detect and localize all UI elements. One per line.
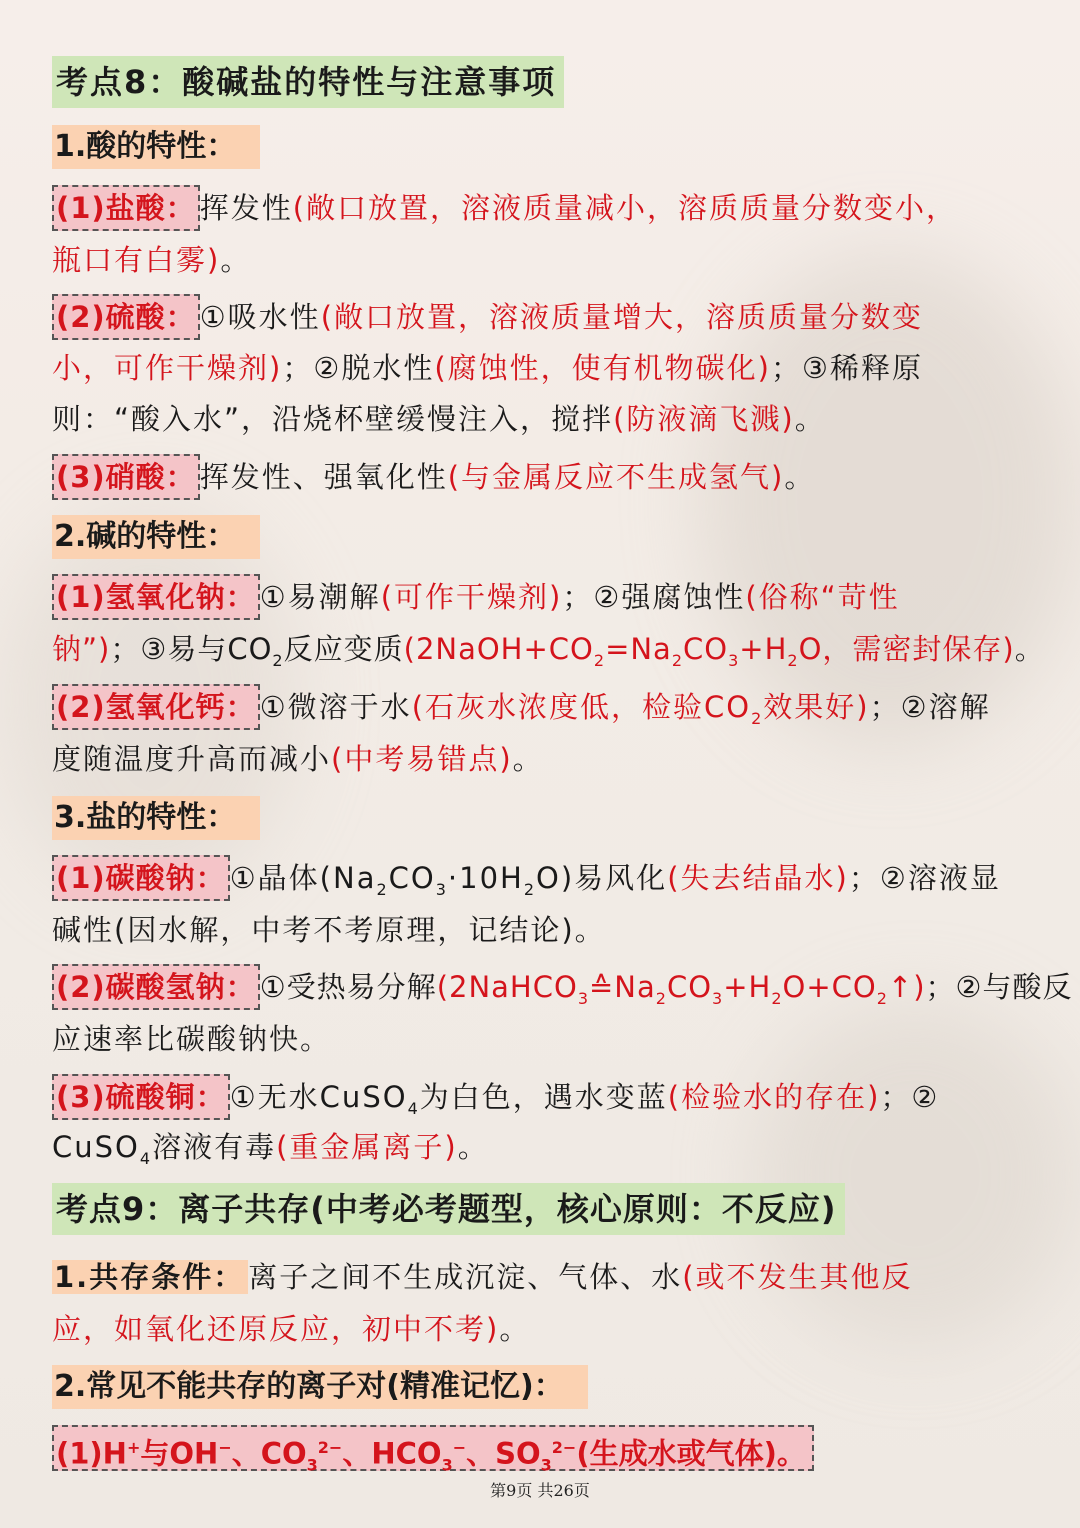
tag-na2co3: (1)碳酸钠： — [52, 855, 230, 901]
acid-hcl: (1)盐酸： 挥发性(敞口放置，溶液质量减小，溶质质量分数变小， — [52, 183, 1037, 233]
salt-nahco3-cont: 应速率比碳酸钠快。 — [52, 1022, 332, 1056]
tag-h2so4: (2)硫酸： — [52, 294, 200, 340]
salt-cuso4-cont: CuSO$_4$溶液有毒(重金属离子)。 — [52, 1130, 489, 1168]
tag-hno3: (3)硝酸： — [52, 454, 200, 500]
tag-nahco3: (2)碳酸氢钠： — [52, 964, 260, 1010]
base-naoh-cont: 钠”)；③易与$CO_2$反应变质($2NaOH+CO_2=Na_2CO_3+H_2O$，需密封保存)。 — [52, 632, 1045, 670]
salt-cuso4: (3)硫酸铜： ①无水CuSO$_4$为白色，遇水变蓝(检验水的存在)；② — [52, 1072, 1037, 1134]
subheading-ion-pairs: 2.常见不能共存的离子对(精准记忆)： — [52, 1365, 588, 1409]
section-heading-8: 考点8：酸碱盐的特性与注意事项 — [52, 56, 564, 108]
acid-h2so4-cont1: 小，可作干燥剂)；②脱水性(腐蚀性，使有机物碳化)；③稀释原 — [52, 351, 923, 385]
section-heading-9: 考点9：离子共存(中考必考题型，核心原则：不反应) — [52, 1183, 845, 1235]
subheading-salt: 3.盐的特性： — [52, 796, 260, 840]
tag-cuso4: (3)硫酸铜： — [52, 1074, 230, 1120]
salt-nahco3: (2)碳酸氢钠： ①受热易分解$(2NaHCO_3≙Na_2CO_3+H_2O+CO_2↑)$；②与酸反 — [52, 962, 1037, 1024]
coexist-condition-cont: 应，如氧化还原反应，初中不考)。 — [52, 1312, 531, 1346]
salt-na2co3-cont: 碱性(因水解，中考不考原理，记结论)。 — [52, 913, 606, 947]
base-caoh2: (2)氢氧化钙： ①微溶于水(石灰水浓度低，检验$CO_2$效果好)；②溶解 — [52, 682, 1037, 744]
tag-caoh2: (2)氢氧化钙： — [52, 684, 260, 730]
subheading-acid: 1.酸的特性： — [52, 125, 260, 169]
base-caoh2-cont: 度随温度升高而减小(中考易错点)。 — [52, 742, 544, 776]
ion-pair-1: (1)H+与OH−、$CO_3^{2-}$、$HCO_3^-$、$SO_3^{2-}$(生成水或气体)。 — [52, 1425, 814, 1471]
tag-coexist: 1.共存条件： — [52, 1260, 248, 1294]
page-footer: 第9页 共26页 — [490, 1481, 590, 1500]
coexist-condition: 1.共存条件： 离子之间不生成沉淀、气体、水(或不发生其他反 — [54, 1260, 913, 1294]
base-naoh: (1)氢氧化钠： ①易潮解(可作干燥剂)；②强腐蚀性(俗称“苛性 — [52, 572, 1037, 622]
acid-hcl-cont: 瓶口有白雾)。 — [52, 243, 252, 277]
tag-naoh: (1)氢氧化钠： — [52, 574, 260, 620]
acid-hno3: (3)硝酸： 挥发性、强氧化性(与金属反应不生成氢气)。 — [52, 452, 1037, 502]
acid-h2so4-cont2: 则：“酸入水”，沿烧杯壁缓慢注入，搅拌(防液滴飞溅)。 — [52, 402, 826, 436]
tag-hcl: (1)盐酸： — [52, 185, 200, 231]
acid-h2so4: (2)硫酸： ①吸水性(敞口放置，溶液质量增大，溶质质量分数变 — [52, 292, 1037, 342]
salt-na2co3: (1)碳酸钠： ①晶体$(Na_2CO_3\cdot 10H_2O)$易风化(失去结晶水)；②溶液显 — [52, 853, 1037, 915]
subheading-base: 2.碱的特性： — [52, 515, 260, 559]
